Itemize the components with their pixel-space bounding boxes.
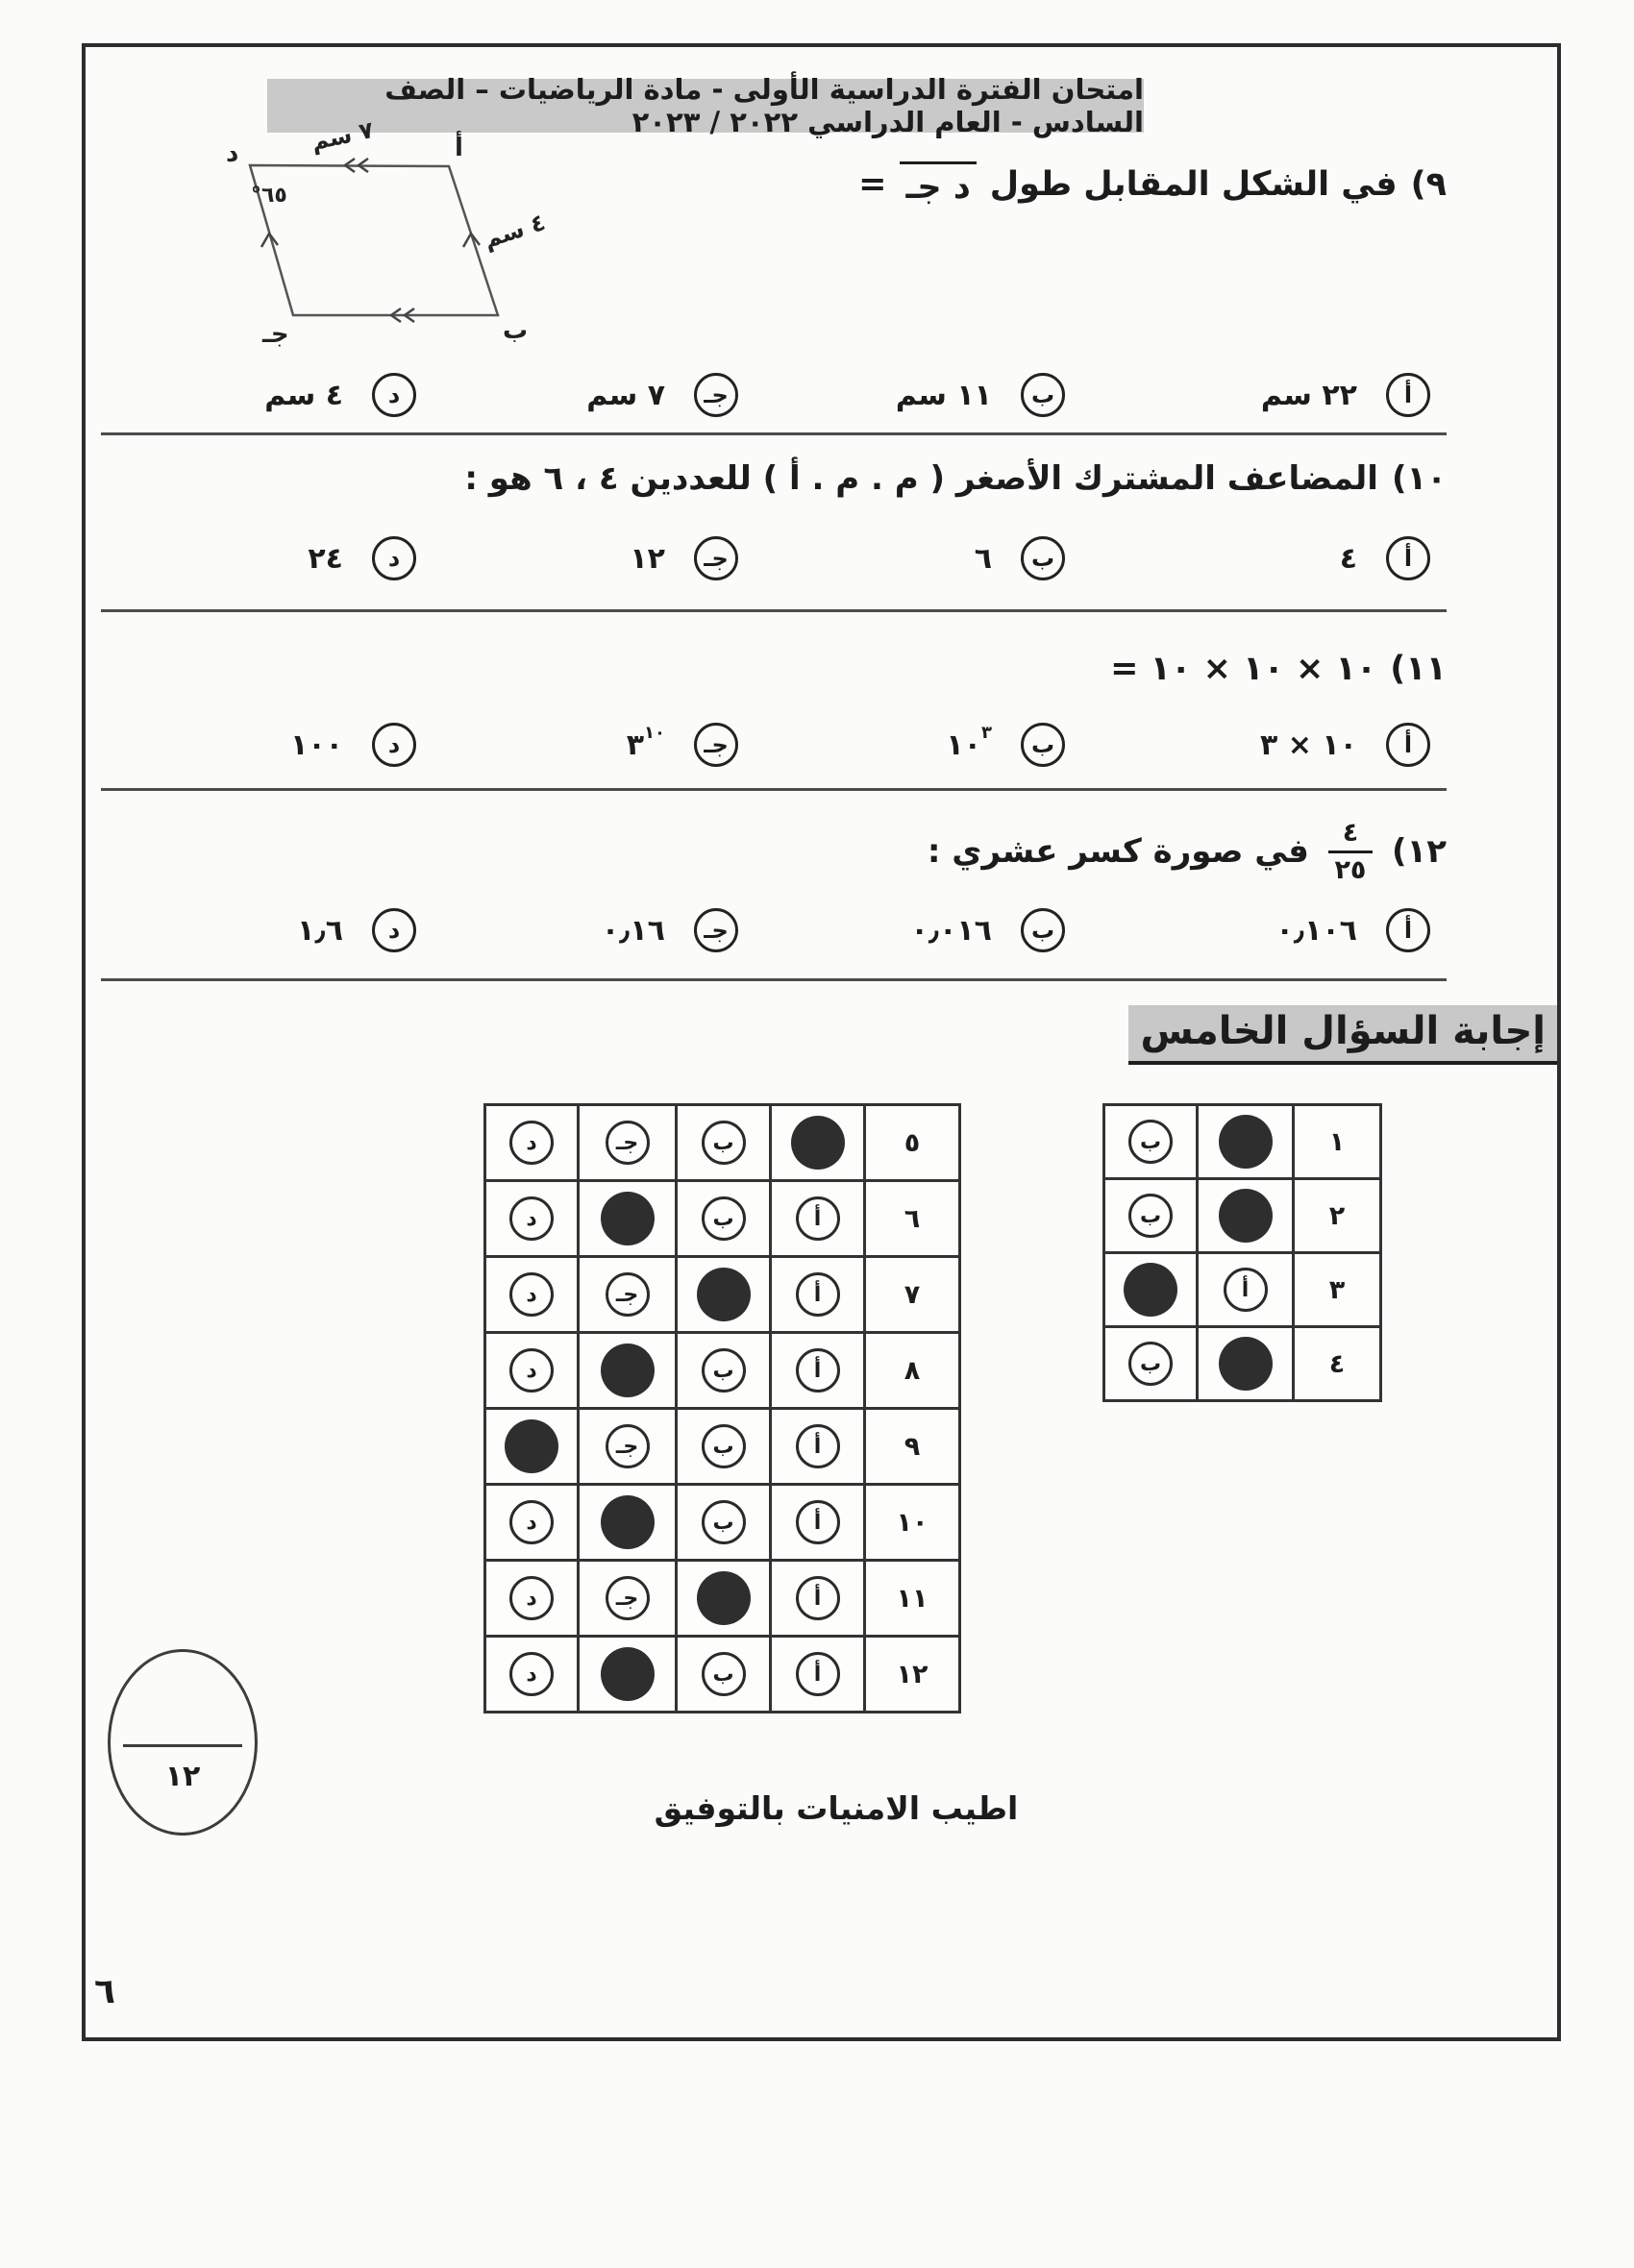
selected-answer-cell [1199,1180,1292,1251]
choice-letter-circle: أ [796,1348,840,1393]
question-12-stem [928,819,1447,884]
filled-answer-dot [1219,1337,1273,1391]
answer-choice-cell [1105,1328,1196,1399]
filled-answer-dot [505,1419,558,1473]
page-number: ٦ [94,1972,115,2011]
selected-answer-cell [1199,1106,1292,1177]
question-12-text: في صورة كسر عشري : [927,832,1309,872]
parallelogram-figure [159,106,582,360]
q12-option-a [1276,908,1430,952]
table-question-number: ٦ [866,1182,958,1255]
answer-section-title: إجابة السؤال الخامس [1128,1005,1557,1065]
q11-option-a [1260,723,1430,767]
vertex-label-b: ب [503,316,529,345]
option-text: ١١ سم [895,378,992,412]
choice-letter-circle: جـ [694,723,738,767]
right-side-length-label: ٤ سم [480,208,549,254]
option-text: ٠٫١٦ [601,913,665,948]
selected-answer-cell [580,1182,675,1255]
answer-table-q5-12 [483,1103,961,1713]
choice-letter-circle: أ [796,1196,840,1241]
choice-letter-circle: أ [1386,908,1430,952]
question-divider [101,432,1447,435]
answer-choice-cell [486,1638,577,1711]
answer-choice-cell [486,1334,577,1407]
question-9-options [0,373,1634,432]
table-question-number: ٣ [1295,1254,1379,1325]
table-question-number: ١٢ [866,1638,958,1711]
choice-letter-circle: ب [1021,536,1065,580]
choice-letter-circle: جـ [606,1576,650,1620]
option-text: ٢٤ [308,541,343,576]
option-power-ten-cubed: $١٠^٣$ [946,722,992,762]
filled-answer-dot [791,1116,845,1170]
choice-letter-circle: ب [702,1500,746,1544]
table-question-number: ٧ [866,1258,958,1331]
choice-letter-circle: د [372,908,416,952]
option-text: ٤ [1339,541,1357,576]
question-11-number: ١١) [1390,650,1447,688]
good-luck-message: اطيب الامنيات بالتوفيق [654,1789,1019,1827]
choice-letter-circle: أ [1224,1268,1268,1312]
table-question-number: ٤ [1295,1328,1379,1399]
fraction-numerator: ٤ [1342,818,1359,848]
table-question-number: ٢ [1295,1180,1379,1251]
option-text: ١٢ [630,541,665,576]
answer-choice-cell [772,1334,863,1407]
question-12-number: ١٢) [1391,832,1447,872]
selected-answer-cell [678,1258,769,1331]
answer-choice-cell [486,1486,577,1559]
selected-answer-cell [486,1410,577,1483]
choice-letter-circle: جـ [606,1272,650,1317]
option-power-three-to-ten: $٣^{١٠}$ [626,722,665,762]
question-11-stem [1110,650,1447,688]
answer-choice-cell [678,1182,769,1255]
filled-answer-dot [601,1344,655,1397]
selected-answer-cell [1105,1254,1196,1325]
q10-option-a [1340,536,1430,580]
option-text: ٦ [974,541,992,576]
answer-choice-cell [678,1410,769,1483]
choice-letter-circle: أ [796,1652,840,1696]
answer-choice-cell [772,1486,863,1559]
choice-letter-circle: د [509,1652,554,1696]
choice-letter-circle: ب [1128,1342,1173,1386]
filled-answer-dot [697,1268,751,1321]
answer-choice-cell [580,1106,675,1179]
answer-choice-cell [580,1562,675,1635]
filled-answer-dot [697,1571,751,1625]
q11-option-d [290,723,416,767]
grade-divider-line [123,1744,242,1747]
choice-letter-circle: أ [1386,723,1430,767]
choice-letter-circle: جـ [694,908,738,952]
choice-letter-circle: ب [1021,908,1065,952]
fraction-4-over-25 [1328,819,1373,884]
choice-letter-circle: ب [1128,1120,1173,1164]
angle-label: °٦٥ [251,184,287,208]
vertex-label-j: جـ [262,320,289,349]
question-divider [101,788,1447,791]
selected-answer-cell [580,1334,675,1407]
choice-letter-circle: ب [1128,1194,1173,1238]
fraction-bar [1328,850,1373,853]
question-9-stem [858,161,1447,207]
answer-choice-cell [486,1258,577,1331]
answer-choice-cell [772,1182,863,1255]
answer-choice-cell [678,1106,769,1179]
filled-answer-dot [1219,1115,1273,1169]
choice-letter-circle: أ [1386,536,1430,580]
choice-letter-circle: ب [702,1652,746,1696]
answer-table-q1-4 [1102,1103,1382,1402]
q12-option-j [602,908,738,952]
option-text: ٧ سم [586,378,665,412]
choice-letter-circle: جـ [694,373,738,417]
section-divider [101,978,1447,981]
choice-letter-circle: جـ [694,536,738,580]
choice-letter-circle: د [509,1500,554,1544]
choice-letter-circle: د [509,1272,554,1317]
question-10-stem [464,459,1447,498]
filled-answer-dot [601,1192,655,1245]
answer-choice-cell [678,1638,769,1711]
choice-letter-circle: جـ [606,1424,650,1468]
answer-choice-cell [580,1410,675,1483]
question-divider [101,609,1447,612]
q11-option-b [946,723,1065,767]
answer-choice-cell [772,1258,863,1331]
selected-answer-cell [580,1486,675,1559]
option-text: ٠٫١٠٦ [1275,913,1357,948]
vertex-label-a: أ [455,134,463,162]
filled-answer-dot [1219,1189,1273,1243]
selected-answer-cell [678,1562,769,1635]
choice-letter-circle: د [509,1576,554,1620]
choice-letter-circle: أ [796,1424,840,1468]
q12-option-d [297,908,416,952]
q10-option-b [975,536,1065,580]
table-question-number: ٩ [866,1410,958,1483]
choice-letter-circle: ب [702,1121,746,1165]
answer-choice-cell [772,1638,863,1711]
filled-answer-dot [1124,1263,1177,1317]
question-9-text: في الشكل المقابل طول [989,164,1398,204]
top-side-length-label: ٧ سم [309,115,377,156]
answer-choice-cell [1105,1180,1196,1251]
table-question-number: ١٠ [866,1486,958,1559]
exam-header-title: امتحان الفترة الدراسية الأولى - مادة الرياضيات – الصف السادس - العام الدراسي ٢٠٢٢ / ٢٠٢٣ [384,73,1144,138]
choice-letter-circle: ب [702,1424,746,1468]
question-12-options [0,908,1634,968]
question-9-number: ٩) [1410,164,1447,204]
option-text: ١٠ × ٣ [1260,727,1357,762]
choice-letter-circle: د [509,1348,554,1393]
table-question-number: ١ [1295,1106,1379,1177]
answer-choice-cell [580,1258,675,1331]
vertex-label-d: د [226,139,239,168]
choice-letter-circle: د [372,536,416,580]
parallel-mark-right [463,234,480,247]
q9-option-b [896,373,1065,417]
answer-choice-cell [486,1562,577,1635]
question-9-equals: = [858,164,887,204]
selected-answer-cell [772,1106,863,1179]
q12-option-b [911,908,1065,952]
option-text: ١٠٠ [290,727,343,762]
choice-letter-circle: أ [1386,373,1430,417]
parallel-mark-left [261,234,278,247]
question-10-number: ١٠) [1391,459,1447,498]
choice-letter-circle: د [509,1196,554,1241]
table-question-number: ٥ [866,1106,958,1179]
q9-option-d [264,373,416,417]
option-text: ١٫٦ [297,913,343,948]
answer-choice-cell [678,1334,769,1407]
answer-choice-cell [678,1486,769,1559]
filled-answer-dot [601,1495,655,1549]
choice-letter-circle: ب [1021,723,1065,767]
selected-answer-cell [1199,1328,1292,1399]
choice-letter-circle: جـ [606,1121,650,1165]
q9-option-a [1261,373,1430,417]
q9-option-j [586,373,738,417]
table-question-number: ١١ [866,1562,958,1635]
choice-letter-circle: د [372,373,416,417]
grade-circle [108,1649,258,1836]
option-text: ٤ سم [264,378,343,412]
question-11-options [0,723,1634,782]
selected-answer-cell [580,1638,675,1711]
answer-choice-cell [1105,1106,1196,1177]
answer-choice-cell [772,1410,863,1483]
choice-letter-circle: د [509,1121,554,1165]
q10-option-d [308,536,416,580]
q10-option-j [630,536,738,580]
choice-letter-circle: أ [796,1272,840,1317]
answer-choice-cell [1199,1254,1292,1325]
table-question-number: ٨ [866,1334,958,1407]
option-text: ٢٢ سم [1260,378,1357,412]
choice-letter-circle: ب [702,1348,746,1393]
choice-letter-circle: د [372,723,416,767]
answer-choice-cell [486,1182,577,1255]
question-11-text: ١٠ × ١٠ × ١٠ = [1110,650,1377,688]
answer-choice-cell [772,1562,863,1635]
q11-option-j [627,723,738,767]
filled-answer-dot [601,1647,655,1701]
option-text: ٠٫٠١٦ [910,913,992,948]
question-10-text: المضاعف المشترك الأصغر ( م . م . أ ) للعددين ٤ ، ٦ هو : [464,459,1378,498]
choice-letter-circle: ب [1021,373,1065,417]
fraction-denominator: ٢٥ [1334,854,1367,885]
answer-choice-cell [486,1106,577,1179]
choice-letter-circle: أ [796,1576,840,1620]
grade-total: ١٢ [164,1760,201,1793]
choice-letter-circle: أ [796,1500,840,1544]
choice-letter-circle: ب [702,1196,746,1241]
question-9-segment-name: د جـ [900,161,976,207]
question-10-options [0,536,1634,596]
